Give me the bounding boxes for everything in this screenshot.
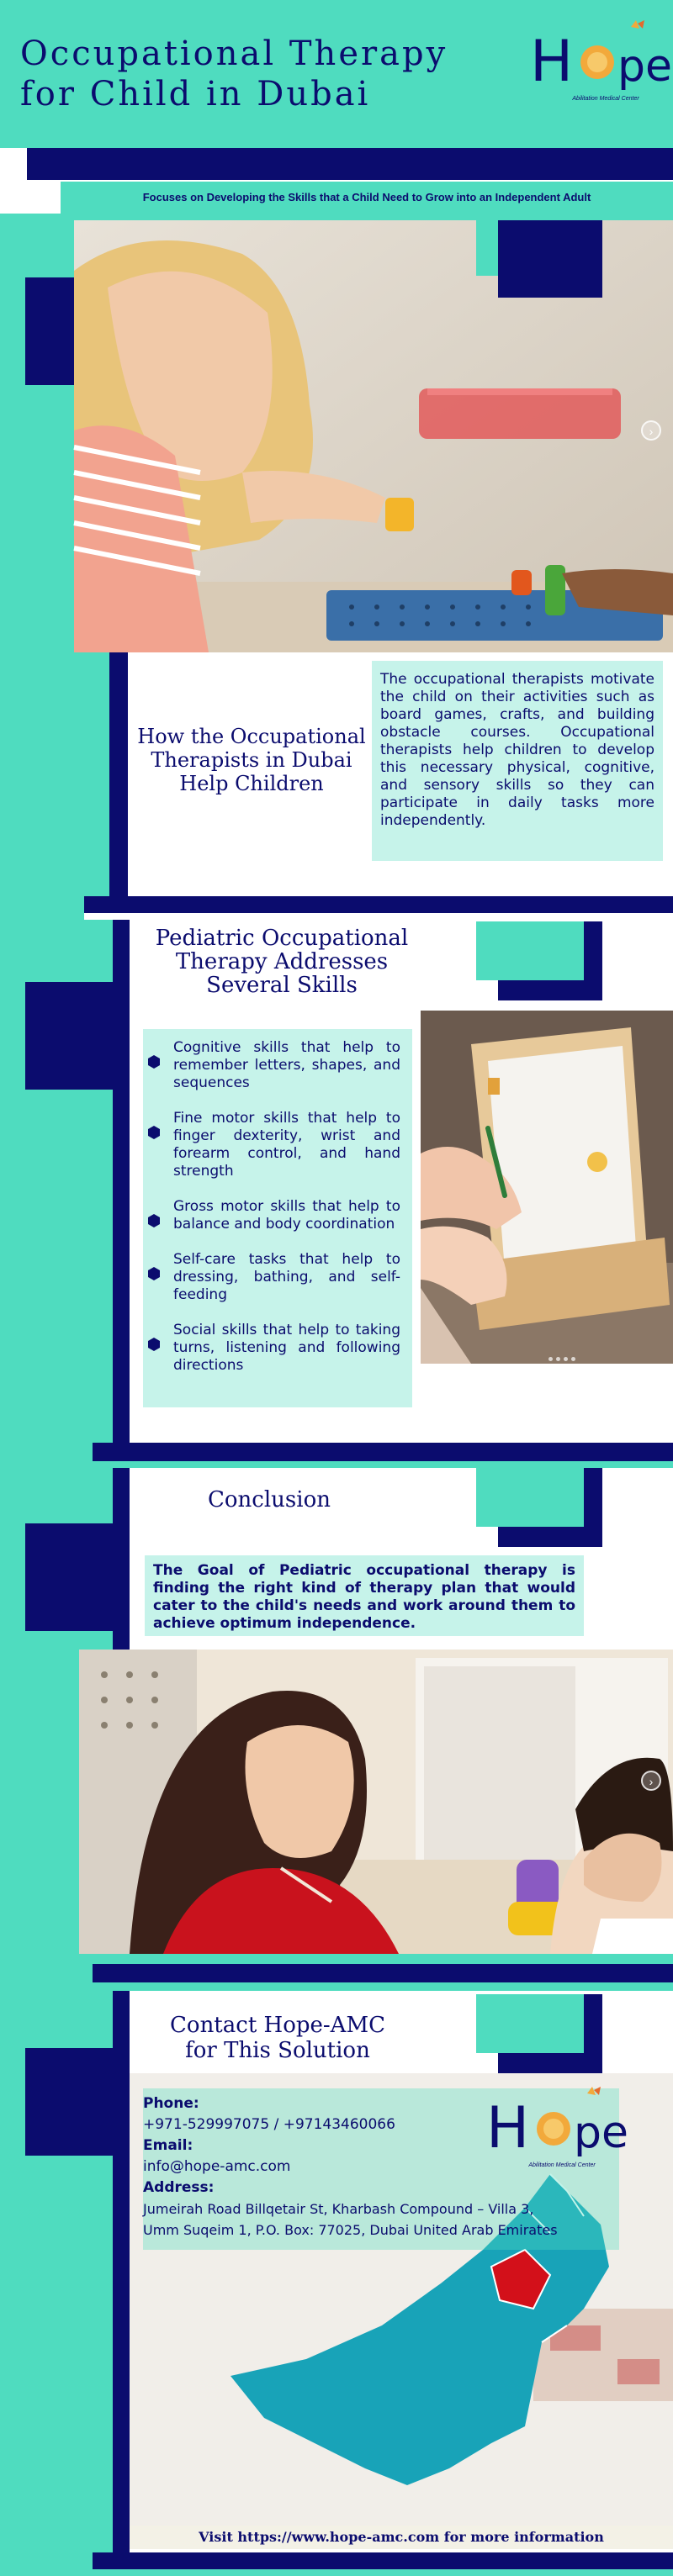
carousel-dot[interactable] [571,1357,575,1361]
conclusion-heading: Conclusion [208,1487,331,1512]
decor-navy-bar-5 [93,2552,673,2569]
carousel-dot[interactable] [564,1357,568,1361]
skill-text: Fine motor skills that help to finger dexterity, wrist and forearm control, and hand strength [173,1110,400,1180]
carousel-dots[interactable] [547,1350,577,1365]
skills-list-box [143,1029,412,1407]
footer-link[interactable]: Visit https://www.hope-amc.com for more information [199,2529,604,2545]
decor-navy-vertical-3 [113,920,130,1443]
decor-navy-edge-5 [584,1994,602,2073]
decor-navy-edge-4 [584,1468,602,1547]
address-line-1: Jumeirah Road Billqetair St, Kharbash Compound – Villa 3, [143,2201,534,2217]
conclusion-paragraph: The Goal of Pediatric occupational therapy is finding the right kind of therapy plan that would cater to the child's needs and work around them to achieve optimum independence. [153,1562,575,1632]
hexagon-bullet-icon [148,1055,160,1069]
decor-navy-vertical-5 [113,1991,130,2552]
phone-value[interactable]: +971-529997075 / +97143460066 [143,2116,395,2133]
svg-text:H: H [486,2095,530,2162]
decor-navy-left-1 [25,277,74,385]
carousel-dot[interactable] [556,1357,560,1361]
email-label: Email: [143,2137,193,2154]
skill-item [150,1251,400,1304]
decor-mint-square-5 [476,1994,584,2053]
contact-hope-logo [480,2082,628,2183]
help-text-box [372,661,663,861]
navy-bar-top [27,148,673,180]
skill-text: Social skills that help to taking turns, listening and following directions [173,1322,400,1374]
skill-text: Self-care tasks that help to dressing, bathing, and self-feeding [173,1251,400,1303]
header-band [0,0,673,148]
photo-therapist-child [79,1650,673,1954]
title-line-2: for Child in Dubai [20,75,371,113]
skill-item [150,1110,400,1180]
decor-navy-square-1 [498,220,602,298]
hexagon-bullet-icon [148,1126,160,1139]
phone-label: Phone: [143,2095,199,2112]
decor-navy-vertical-4 [113,1468,130,1650]
hexagon-bullet-icon [148,1267,160,1280]
photo-hands-easel [421,1011,673,1364]
decor-navy-bar-4 [93,1964,673,1982]
hope-logo [523,15,672,116]
contact-footer [130,2526,673,2549]
hexagon-bullet-icon [148,1214,160,1227]
contact-heading: Contact Hope-AMC for This Solution [170,2013,385,2063]
tagline: Focuses on Developing the Skills that a Child Need to Grow into an Independent Adult [61,182,673,214]
decor-mint-square-3 [476,921,584,980]
decor-mint-square-4 [476,1468,584,1527]
decor-navy-edge-3 [584,921,602,1000]
logo-subtitle: Abilitation Medical Center [572,96,639,102]
decor-navy-vertical-2 [109,652,128,896]
skills-list [143,1029,412,1375]
skill-text: Gross motor skills that help to balance and body coordination [173,1198,400,1233]
decor-navy-left-5 [25,2048,113,2156]
decor-navy-bar-2 [84,896,673,913]
help-paragraph: The occupational therapists motivate the child on their activities such as board games, crafts, and building obstacle courses. Occupational therapists help children to develop this necessary physical, cognitive, and sensory skills so they can participate in daily tasks more independently. [380,671,654,829]
decor-white-gap-2 [84,913,673,920]
address-label: Address: [143,2179,215,2196]
decor-navy-left-4 [25,1523,113,1631]
contact-logo-subtitle: Abilitation Medical Center [528,2162,596,2168]
svg-text:pe: pe [617,41,672,92]
help-heading: How the Occupational Therapists in Dubai Help Children [137,725,366,795]
skills-heading: Pediatric Occupational Therapy Addresses Several Skills [155,926,409,998]
svg-text:H: H [530,29,574,95]
carousel-dot[interactable] [548,1357,553,1361]
conclusion-text-box [145,1555,584,1636]
chevron-right-icon: › [649,425,654,438]
carousel-next-button-2[interactable] [641,1771,661,1791]
decor-navy-left-3 [25,982,113,1090]
skill-item [150,1198,400,1233]
skill-item [150,1039,400,1092]
decor-navy-bar-3 [93,1443,673,1461]
skill-text: Cognitive skills that help to remember letters, shapes, and sequences [173,1039,400,1091]
chevron-right-icon: › [649,1775,654,1788]
title-line-1: Occupational Therapy [20,34,448,73]
email-value[interactable]: info@hope-amc.com [143,2158,291,2175]
address-line-2: Umm Suqeim 1, P.O. Box: 77025, Dubai United Arab Emirates [143,2222,558,2238]
page-title [20,34,491,114]
hexagon-bullet-icon [148,1338,160,1351]
skill-item [150,1322,400,1375]
carousel-next-button-1[interactable] [641,420,661,441]
svg-text:pe: pe [574,2108,628,2158]
